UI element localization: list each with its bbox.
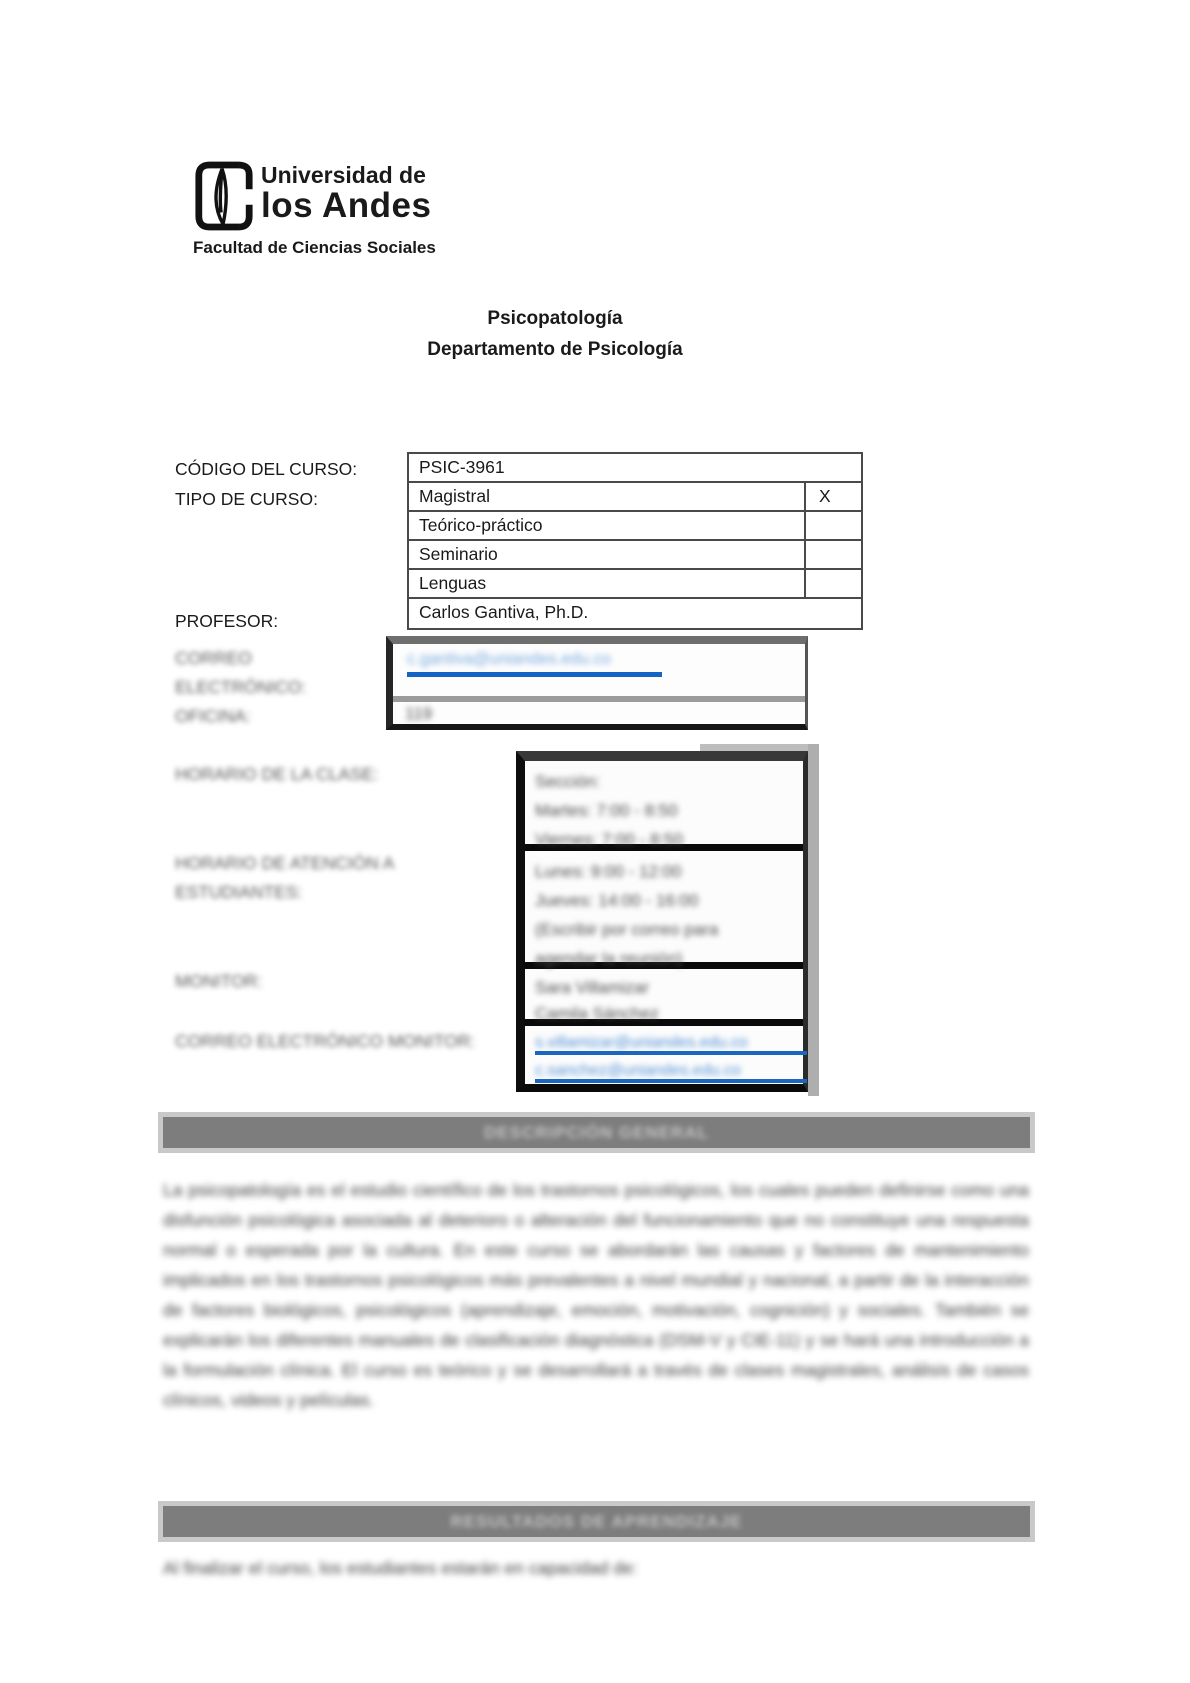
section-header-resultados: RESULTADOS DE APRENDIZAJE xyxy=(450,1511,743,1531)
logo-university-line1: Universidad de xyxy=(261,162,426,188)
label-codigo-del-curso: CÓDIGO DEL CURSO: xyxy=(175,459,358,479)
university-logo xyxy=(193,160,443,258)
label-oficina: OFICINA: xyxy=(175,706,251,726)
redaction-shadow xyxy=(808,744,819,1096)
oficina-value: 119 xyxy=(405,704,433,723)
label-correo-monitor: CORREO ELECTRÓNICO MONITOR: xyxy=(175,1031,476,1051)
resultados-intro-line: Al finalizar el curso, los estudiantes estarán en capacidad de: xyxy=(163,1558,638,1578)
monitor-box xyxy=(525,969,803,1026)
label-profesor: PROFESOR: xyxy=(175,611,279,631)
horario-atencion-box xyxy=(525,851,803,969)
label-correo-line2: ELECTRÓNICO: xyxy=(175,677,307,697)
department-title: Departamento de Psicología xyxy=(427,339,683,360)
table-row-seminario xyxy=(409,541,861,570)
horario-atencion-line: agendar la reunión) xyxy=(535,949,683,968)
tipo-option-mark xyxy=(804,512,861,539)
horario-clase-line: Martes: 7:00 - 8:50 xyxy=(535,801,678,820)
table-row-profesor xyxy=(409,599,861,628)
section-bar-inner xyxy=(163,1506,1030,1537)
professor-email-link[interactable]: c.gantiva@uniandes.edu.co xyxy=(407,650,611,668)
uniandes-logo-icon xyxy=(193,160,255,232)
logo-university-line2: los Andes xyxy=(261,186,432,225)
monitor-name: Camila Sánchez xyxy=(535,1004,659,1023)
redaction-divider xyxy=(393,696,805,702)
logo-faculty-name: Facultad de Ciencias Sociales xyxy=(193,238,436,257)
table-row-teorico-practico xyxy=(409,512,861,541)
table-row-lenguas xyxy=(409,570,861,599)
redaction-shadow xyxy=(700,744,808,751)
horario-clase-line: Viernes: 7:00 - 8:50 xyxy=(535,830,684,849)
professor-email-underline xyxy=(407,672,662,677)
course-info-table xyxy=(407,452,863,630)
section-bar-descripcion-general xyxy=(158,1112,1035,1153)
label-tipo-de-curso: TIPO DE CURSO: xyxy=(175,489,318,509)
table-row-codigo xyxy=(409,454,861,483)
course-title: Psicopatología xyxy=(487,308,623,329)
tipo-option-mark: X xyxy=(804,483,861,510)
redacted-schedule-stack xyxy=(516,751,808,1092)
horario-clase-line: Sección: xyxy=(535,772,601,791)
tipo-option-mark xyxy=(804,541,861,568)
tipo-option-label: Teórico-práctico xyxy=(419,515,543,535)
horario-atencion-line: Lunes: 9:00 - 12:00 xyxy=(535,862,682,881)
monitor-email-underline xyxy=(535,1079,807,1083)
monitor-email-underline xyxy=(535,1051,807,1055)
label-horario-atencion-line2: ESTUDIANTES: xyxy=(175,882,303,902)
document-titles xyxy=(0,308,1110,361)
monitor-email-link[interactable]: c.sanchez@uniandes.edu.co xyxy=(535,1062,741,1079)
tipo-option-mark xyxy=(804,570,861,597)
label-horario-clase: HORARIO DE LA CLASE: xyxy=(175,764,379,784)
monitor-email-box xyxy=(525,1026,803,1084)
monitor-name: Sara Villamizar xyxy=(535,978,650,997)
label-horario-atencion-line1: HORARIO DE ATENCIÓN A xyxy=(175,853,395,873)
redacted-email-office-box xyxy=(386,636,808,730)
horario-clase-box xyxy=(525,761,803,851)
profesor-value: Carlos Gantiva, Ph.D. xyxy=(419,602,589,622)
section-bar-resultados-aprendizaje xyxy=(158,1501,1035,1542)
tipo-option-label: Seminario xyxy=(419,544,498,564)
section-bar-inner xyxy=(163,1117,1030,1148)
horario-atencion-line: (Escribir por correo para xyxy=(535,920,719,939)
label-monitor: MONITOR: xyxy=(175,971,263,991)
label-correo-line1: CORREO xyxy=(175,648,252,668)
table-row-magistral xyxy=(409,483,861,512)
tipo-option-label: Magistral xyxy=(419,486,490,506)
section-header-descripcion: DESCRIPCIÓN GENERAL xyxy=(484,1122,709,1142)
codigo-value: PSIC-3961 xyxy=(419,457,505,477)
monitor-email-link[interactable]: s.villamizar@uniandes.edu.co xyxy=(535,1034,748,1051)
tipo-option-label: Lenguas xyxy=(419,573,487,593)
horario-atencion-line: Jueves: 14:00 - 16:00 xyxy=(535,891,699,910)
descripcion-general-paragraph: La psicopatología es el estudio científico de los trastornos psicológicos, los cuales pueden definirse como una disfunción psicológica asociada al deterioro o alteración del funcionamiento que no constituye una respuesta normal o esperada por la cultura. En este curso se abordarán las causas y factores de mantenimiento implicados en los trastornos psicológicos más prevalentes a nivel mundial y nacional, a partir de la interacción de factores biológicos, psicológicos (aprendizaje, emoción, motivación, cognición) y sociales. También se explicarán los diferentes manuales de clasificación diagnóstica (DSM-V y CIE-11) y se hará una introducción a la formulación clínica. El curso es teórico y se desarrollará a través de clases magistrales, análisis de casos clínicos, videos y películas. xyxy=(163,1180,1029,1410)
